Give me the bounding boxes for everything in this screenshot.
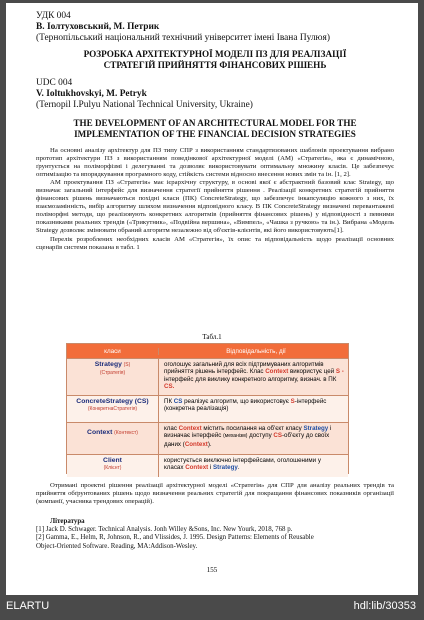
resp-text: ). (207, 440, 212, 448)
references-heading: Література (50, 518, 85, 525)
class-subtitle: (Клієнт) (103, 465, 122, 472)
class-cell (67, 423, 159, 454)
resp-highlight: Context (178, 425, 202, 432)
table-header (67, 344, 348, 358)
reference-item: Object-Oriented Software. Reading, MA:Addison-Wesley. (36, 542, 198, 550)
classes-table (66, 343, 349, 474)
affiliation-ua: (Тернопільський національний технічний університет імені Івана Пулюя) (36, 33, 330, 43)
title-en-line1: THE DEVELOPMENT OF AN ARCHITECTURAL MODEL FOR THE (73, 118, 357, 128)
title-en-line2: IMPLEMENTATION OF THE FINANCIAL DECISION STRATEGIES (74, 129, 356, 139)
responsibility-cell (159, 359, 348, 395)
udc-ua: УДК 004 (36, 11, 71, 21)
resp-text: доступу (247, 432, 274, 440)
paragraph-conclusion: Отримані проектні рішення реалізації архітектурної моделі «Стратегія» для СПР для аналізу реальних трендів та прийняття обґрунтованих рішень щодо визначення реальних стратегій для покращання фінансових показників організації (компанії, учасника трендових операцій). (36, 482, 394, 506)
resp-text: і (328, 425, 332, 432)
title-ua-line1: РОЗРОБКА АРХІТЕКТУРНОЇ МОДЕЛІ ПЗ ДЛЯ РЕАЛІЗАЦІЇ (83, 49, 347, 59)
resp-text: використує цей (288, 368, 336, 376)
responsibility-cell (159, 396, 348, 422)
paragraph-1: На основні аналізу архітектур для ПЗ типу СПР з використанням стандартизованих шаблонів проектування вибрано прототип архітектури ПЗ з використанням поведінкової архітектурної моделі (АМ) «Стратегія», яка є динамічною, ґрунтується на поліморфізмі і делегуванні та дозволяє використовувати оптимальну множину класів. Це забезпечує оптимізацію та впорядкування програмного коду, стійкість системи відносно внесення нових змін та ін. [1, 2]. (36, 147, 394, 179)
reference-item: [1] Jack D. Schwager. Technical Analysis. Jonh Willey &Sons, Inc. New Yourk, 2018, 768 p. (36, 526, 293, 534)
resp-highlight: Strategy (213, 464, 238, 472)
class-name: Client (103, 457, 122, 464)
resp-text: -об'єкту до своїх (282, 432, 330, 440)
resp-highlight: Context (184, 440, 208, 448)
resp-text: і (208, 464, 214, 472)
reference-item: [2] Gamma, E., Helm, R, Johnson, R., and Vlissides, J. 1995. Design Patterns: Elements of Reusable (36, 534, 314, 542)
resp-text: користується виключно інтерфейсами, оголошеними у (164, 457, 321, 464)
resp-text: класах (164, 464, 186, 472)
udc-en: UDC 004 (36, 78, 73, 88)
authors-en: V. Ioltukhovskyi, M. Petryk (36, 89, 147, 99)
resp-text: даних ( (164, 440, 185, 448)
class-name: Context (87, 429, 113, 436)
resp-text: -інтерфейс (294, 398, 327, 405)
page-number: 155 (206, 566, 218, 574)
class-abbr: (Контекст) (114, 430, 138, 436)
class-cell (67, 359, 159, 395)
class-subtitle: (Стратегія) (99, 370, 126, 377)
class-name: ConcreteStrategy (76, 398, 133, 405)
class-subtitle: (КонкретнаСтратегія) (87, 406, 138, 413)
resp-text: ПК (164, 398, 174, 405)
abstract-body (36, 147, 394, 252)
document-page (6, 3, 418, 595)
table-row (67, 395, 348, 422)
header-responsibility: Відповідальність, дії (226, 347, 286, 355)
resp-highlight: Context (265, 368, 289, 376)
affiliation-en: (Ternopil I.Pulyu National Technical University, Ukraine) (36, 100, 253, 110)
resp-highlight: CS (273, 432, 282, 440)
resp-text: визначає інтерфейс (164, 432, 224, 440)
footer-bar (0, 595, 424, 620)
conclusion-body (36, 482, 394, 506)
resp-text: (механізм) (223, 433, 248, 440)
header-class: класи (67, 348, 159, 355)
resp-text: оголошує загальний для всіх підтримуваних алгоритмів (164, 361, 324, 368)
resp-highlight: S - (335, 368, 344, 376)
resp-highlight: CS (173, 398, 183, 405)
table-row (67, 454, 348, 477)
repository-label[interactable]: ELARTU (6, 600, 50, 612)
resp-highlight: S (290, 398, 295, 405)
references (36, 518, 394, 551)
handle-label[interactable]: hdl:lib/30353 (353, 600, 416, 612)
class-name: Strategy (94, 361, 122, 368)
class-abbr: (CS) (134, 398, 149, 405)
resp-text: (конкретна реалізація) (164, 405, 229, 413)
class-cell (67, 455, 159, 477)
authors-ua: В. Іолтуховський, М. Петрик (36, 22, 160, 32)
resp-text: прийняття рішень інтерфейс. Клас (164, 368, 266, 376)
resp-highlight: Context (185, 464, 209, 472)
resp-highlight: Strategy (303, 425, 329, 432)
paragraph-3: Перелік розроблених необхідних класів АМ «Стратегія», їх опис та відповідальність щодо реалізації основних сценаріїв системи показана в табл. 1 (36, 235, 394, 251)
table-row (67, 422, 348, 454)
class-cell (67, 396, 159, 422)
responsibility-cell (159, 423, 348, 454)
resp-text: містить посилання на об'єкт класу (201, 425, 304, 432)
table-row (67, 358, 348, 395)
title-ua-line2: СТРАТЕГІЙ ПРИЙНЯТТЯ ФІНАНСОВИХ РІШЕНЬ (103, 60, 327, 70)
table-caption: Табл.1 (202, 333, 222, 341)
resp-highlight: CS. (164, 383, 175, 391)
paragraph-2: АМ проектування ПЗ «Стратегія» має ієрархічну структуру, в основі якої є абстрактний базовий клас Strategy, що визначає загальний інтерфейс для визначення стратегії прийняття рішення . Реалізації конкретних стратегій прийняття фінансових рішень визначаються похідні класи (ПК) ConcreteStrategy, що забезпечує інкапсуляцію кожного з них, їх взаємозамінність, вибір алгоритму шляхом визначення відповідного класу. В ПК ConcreteStrategy визначені перевантажені поліморфні методи, що реалізовують конкретних алгоритмів (прийняття фінансових рішень) у відповідності з певними показниками реальних трендів («Трикутник», «Подвійна вершина», «Вимпел», «Чашка з ручкою» та ін.). Вибрана «Модель Strategy дозволяє змінювати обраний алгоритм незалежно від об'єктів-клієнтів, які його використовують[1]. (36, 179, 394, 235)
resp-text: . (237, 464, 240, 472)
resp-text: інтерфейс для виклику конкретного алгоритму, визнач. в ПК (164, 375, 337, 383)
responsibility-cell (159, 455, 348, 477)
resp-text: клас (164, 425, 179, 432)
class-abbr: (S) (123, 362, 131, 368)
resp-text: реалізує алгоритм, що використовує (182, 398, 291, 405)
